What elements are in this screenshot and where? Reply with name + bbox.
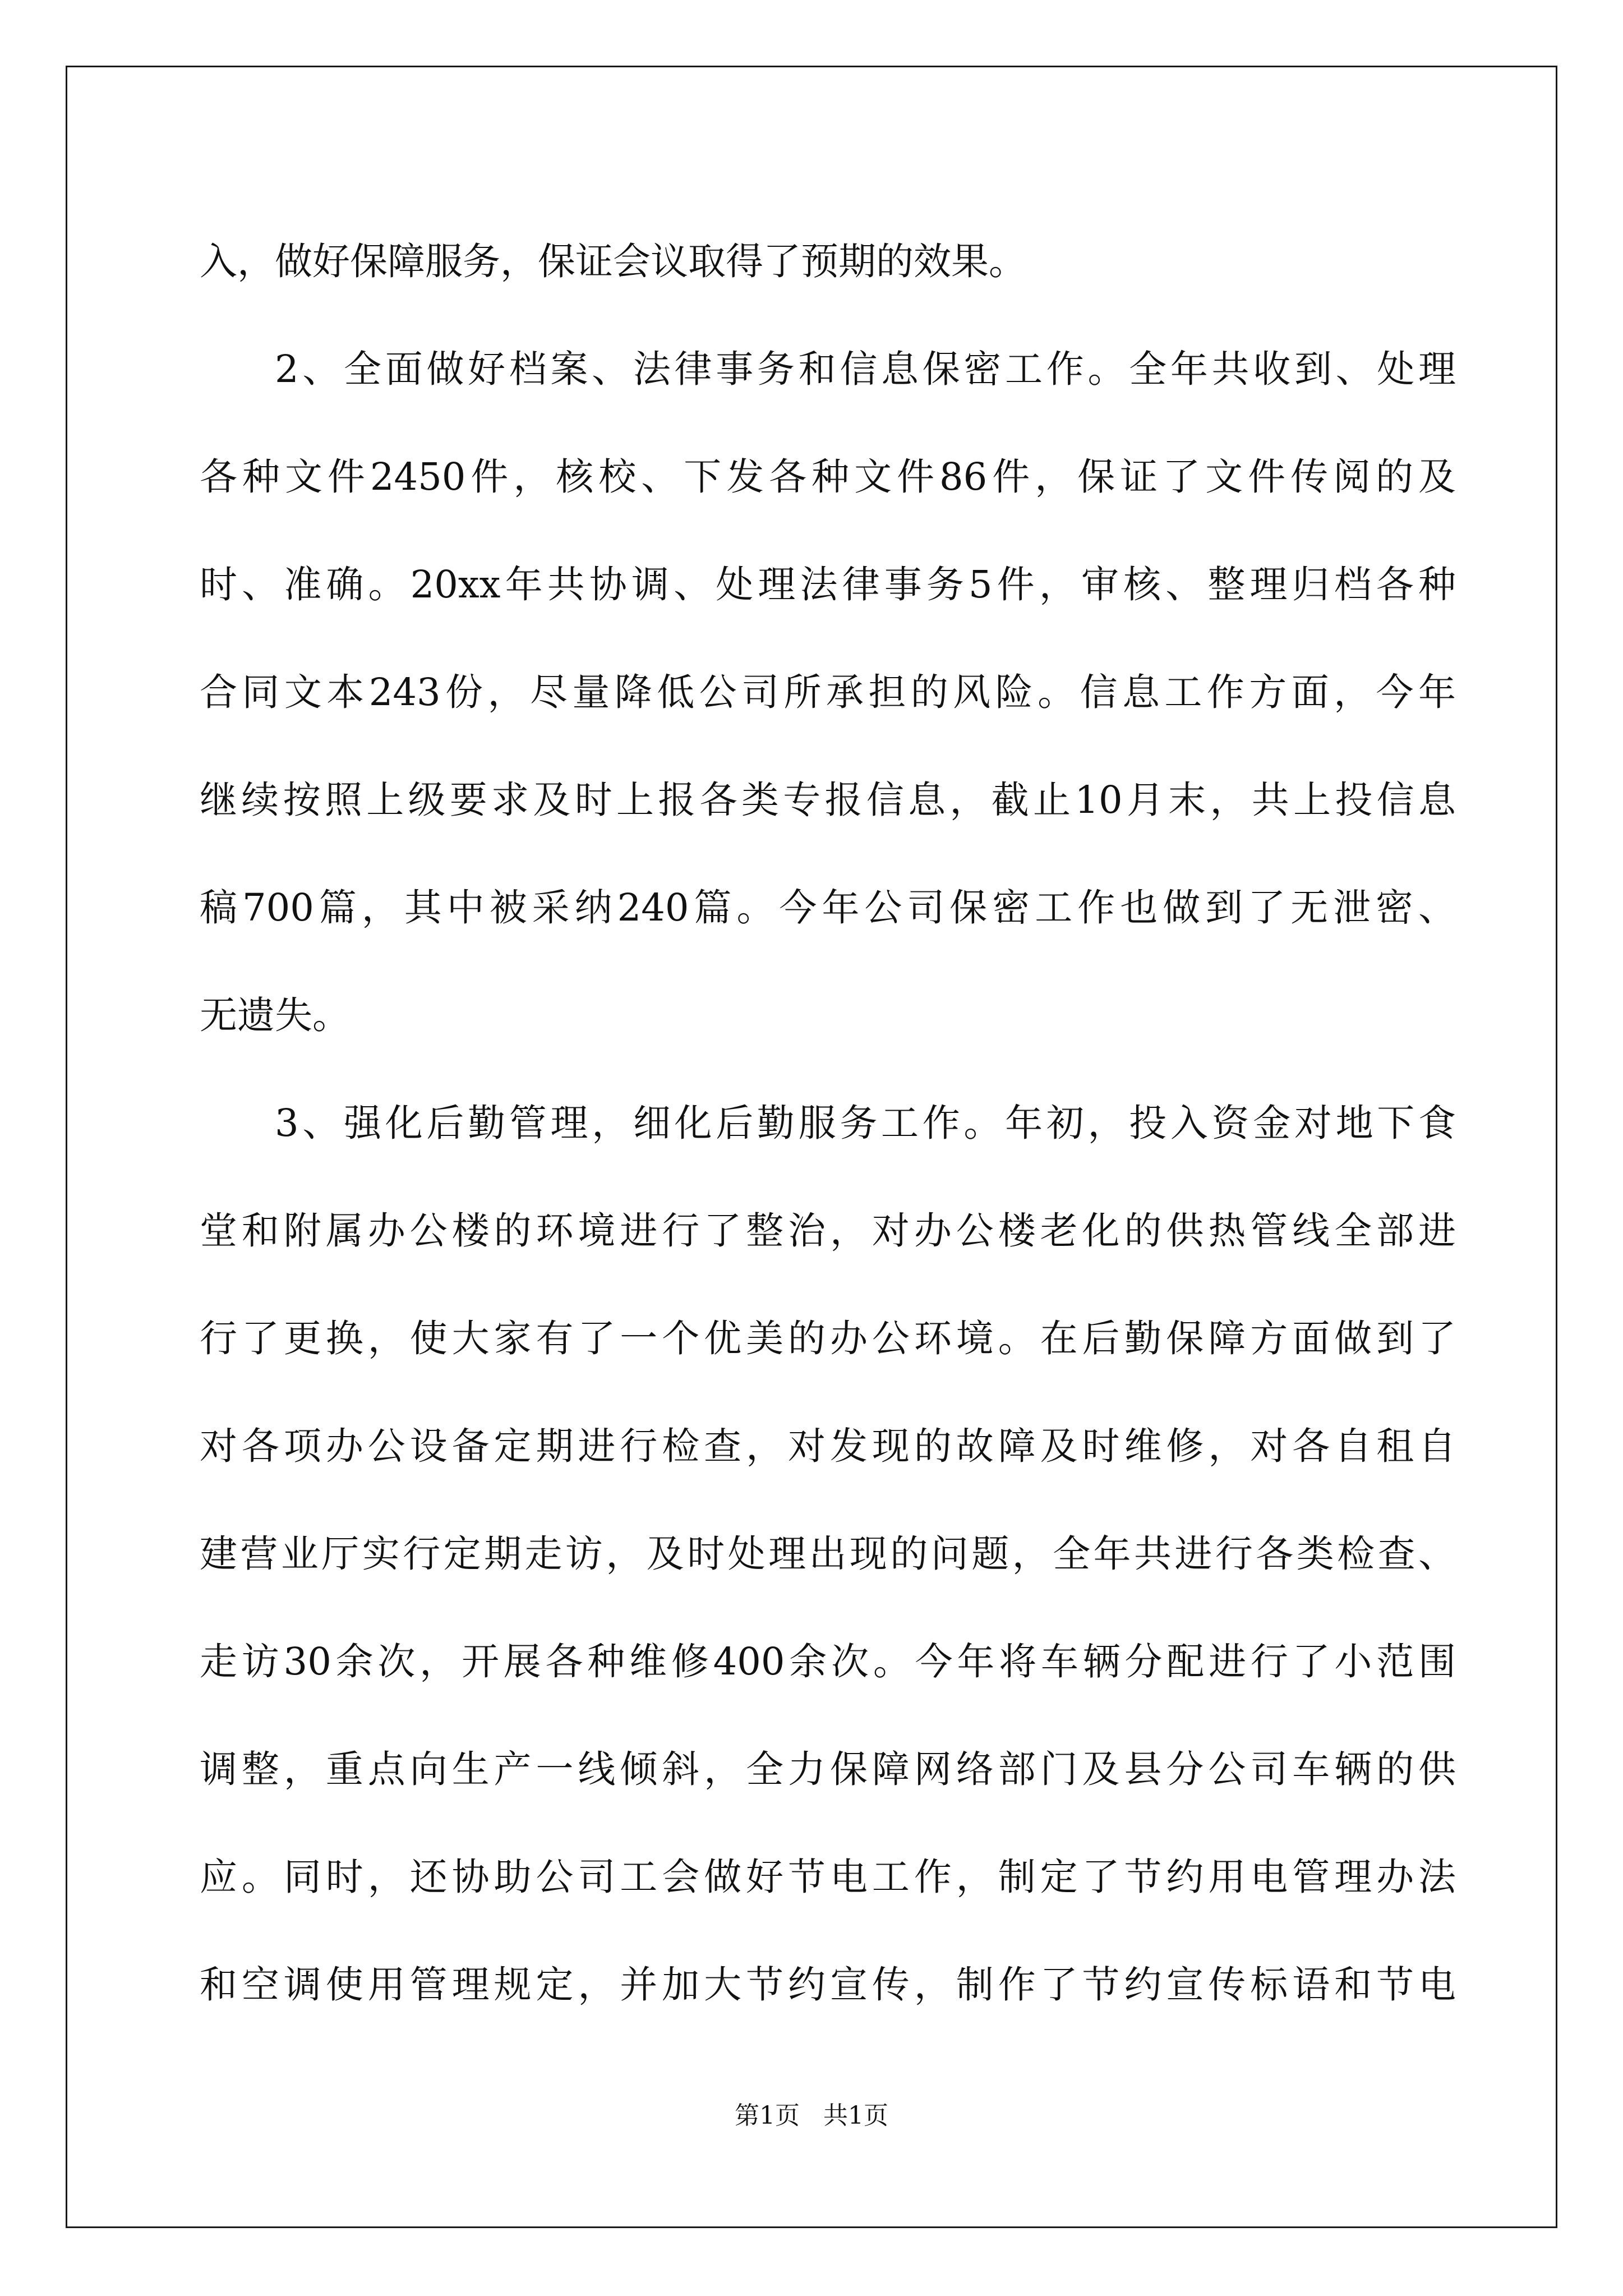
text-line: 无遗失。 [200,993,350,1037]
page-total: 共1页 [823,2101,888,2130]
page-footer [0,2095,1623,2131]
text-line: 时、准确。20xx年共协调、处理法律事务5件，审核、整理归档各种 [200,563,1456,606]
text-line: 走访30余次，开展各种维修400余次。今年将车辆分配进行了小范围 [200,1640,1456,1683]
text-line: 调整，重点向生产一线倾斜，全力保障网络部门及县分公司车辆的供 [200,1747,1456,1791]
text-line: 行了更换，使大家有了一个优美的办公环境。在后勤保障方面做到了 [200,1317,1456,1360]
document-body [200,208,1456,2039]
text-line: 合同文本243份，尽量降低公司所承担的风险。信息工作方面，今年 [200,670,1456,714]
text-line: 3、强化后勤管理，细化后勤服务工作。年初，投入资金对地下食 [275,1101,1456,1145]
page-number: 第1页 [735,2101,800,2130]
text-line: 稿700篇，其中被采纳240篇。今年公司保密工作也做到了无泄密、 [200,886,1456,930]
text-line: 入，做好保障服务，保证会议取得了预期的效果。 [200,240,1026,283]
text-line: 应。同时，还协助公司工会做好节电工作，制定了节约用电管理办法 [200,1855,1456,1899]
text-line: 和空调使用管理规定，并加大节约宣传，制作了节约宣传标语和节电 [200,1963,1456,2007]
text-line: 2、全面做好档案、法律事务和信息保密工作。全年共收到、处理 [275,347,1456,391]
text-line: 建营业厅实行定期走访，及时处理出现的问题，全年共进行各类检查、 [200,1532,1456,1576]
text-line: 各种文件2450件，核校、下发各种文件86件，保证了文件传阅的及 [200,455,1456,499]
text-line: 对各项办公设备定期进行检查，对发现的故障及时维修，对各自租自 [200,1424,1456,1468]
text-line: 堂和附属办公楼的环境进行了整治，对办公楼老化的供热管线全部进 [200,1209,1456,1253]
text-line: 继续按照上级要求及时上报各类专报信息，截止10月末，共上投信息 [200,778,1456,822]
